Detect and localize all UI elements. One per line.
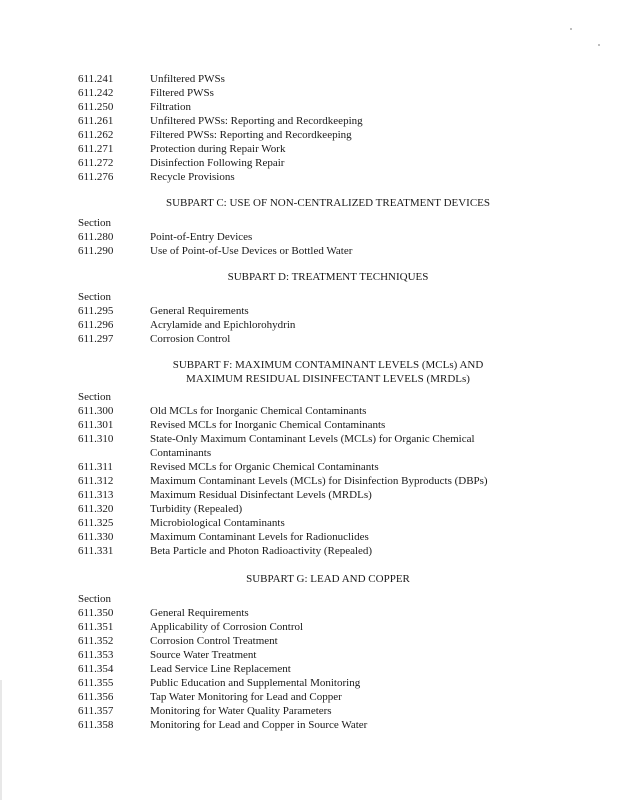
section-number: 611.353	[78, 649, 114, 661]
toc-row	[78, 690, 598, 704]
section-number: 611.242	[78, 87, 114, 99]
section-title: Filtered PWSs: Reporting and Recordkeeping	[150, 129, 352, 141]
section-number: 611.352	[78, 635, 114, 647]
toc-row	[78, 170, 598, 184]
toc-row	[78, 128, 598, 142]
toc-row	[78, 86, 598, 100]
section-title: Acrylamide and Epichlorohydrin	[150, 319, 296, 331]
toc-row	[78, 142, 598, 156]
scan-edge-shadow	[0, 680, 2, 800]
toc-row	[78, 460, 598, 474]
section-number: 611.301	[78, 419, 114, 431]
toc-row	[78, 156, 598, 170]
section-title: Corrosion Control	[150, 333, 231, 345]
section-number: 611.261	[78, 115, 114, 127]
section-number: 611.280	[78, 231, 114, 243]
subpart-g	[78, 572, 598, 732]
section-title: Beta Particle and Photon Radioactivity (Repealed)	[150, 545, 373, 557]
section-number: 611.311	[78, 461, 113, 473]
subpart-heading: SUBPART C: USE OF NON-CENTRALIZED TREATMENT DEVICES	[165, 197, 491, 209]
section-title: Maximum Contaminant Levels (MCLs) for Disinfection Byproducts (DBPs)	[150, 475, 488, 487]
toc-row	[78, 606, 598, 620]
section-title: Applicability of Corrosion Control	[150, 621, 304, 633]
toc-row	[78, 502, 598, 516]
toc-row	[78, 100, 598, 114]
table-of-contents	[78, 72, 598, 732]
toc-row	[78, 404, 598, 418]
section-title: Old MCLs for Inorganic Chemical Contaminants	[150, 405, 367, 417]
section-title: Revised MCLs for Inorganic Chemical Contaminants	[150, 419, 386, 431]
section-number: 611.357	[78, 705, 114, 717]
section-title: Revised MCLs for Organic Chemical Contaminants	[150, 461, 379, 473]
section-number: 611.320	[78, 503, 114, 515]
toc-row	[78, 662, 598, 676]
section-column-label: Section	[78, 593, 111, 605]
section-number: 611.350	[78, 607, 114, 619]
section-title: Disinfection Following Repair	[150, 157, 285, 169]
section-number: 611.310	[78, 433, 114, 445]
toc-row	[78, 418, 598, 432]
section-title: State-Only Maximum Contaminant Levels (MCLs) for Organic Chemical	[150, 433, 475, 445]
section-title: Source Water Treatment	[150, 649, 257, 661]
toc-row	[78, 114, 598, 128]
toc-row	[78, 718, 598, 732]
toc-row	[78, 544, 598, 558]
toc-row	[78, 474, 598, 488]
section-title: Filtration	[150, 101, 191, 113]
section-number: 611.295	[78, 305, 114, 317]
section-number: 611.276	[78, 171, 114, 183]
scan-speck	[570, 28, 572, 30]
section-title: Maximum Residual Disinfectant Levels (MRDLs)	[150, 489, 372, 501]
toc-row-continuation	[78, 446, 598, 460]
scan-speck	[598, 44, 600, 46]
toc-row	[78, 516, 598, 530]
section-title: Unfiltered PWSs: Reporting and Recordkeeping	[150, 115, 363, 127]
toc-row	[78, 244, 598, 258]
section-number: 611.300	[78, 405, 114, 417]
section-number: 611.262	[78, 129, 114, 141]
section-number: 611.296	[78, 319, 114, 331]
section-title: Point-of-Entry Devices	[150, 231, 253, 243]
section-number: 611.358	[78, 719, 114, 731]
section-number: 611.290	[78, 245, 114, 257]
toc-row	[78, 230, 598, 244]
section-number: 611.250	[78, 101, 114, 113]
section-title: Use of Point-of-Use Devices or Bottled Water	[150, 245, 353, 257]
section-title: Tap Water Monitoring for Lead and Copper	[150, 691, 342, 703]
section-title: Maximum Contaminant Levels for Radionuclides	[150, 531, 369, 543]
section-number: 611.354	[78, 663, 114, 675]
section-title: General Requirements	[150, 305, 249, 317]
section-title: Public Education and Supplemental Monitoring	[150, 677, 361, 689]
subpart-c	[78, 196, 598, 258]
section-number: 611.355	[78, 677, 114, 689]
subpart-heading-line1: SUBPART F: MAXIMUM CONTAMINANT LEVELS (MCLs) AND	[172, 359, 484, 371]
section-title: General Requirements	[150, 607, 249, 619]
subpart-heading: SUBPART G: LEAD AND COPPER	[246, 573, 410, 585]
section-number: 611.312	[78, 475, 114, 487]
toc-row	[78, 648, 598, 662]
toc-row	[78, 530, 598, 544]
toc-row	[78, 432, 598, 446]
section-title: Filtered PWSs	[150, 87, 214, 99]
subpart-heading-line2: MAXIMUM RESIDUAL DISINFECTANT LEVELS (MRDLs)	[186, 373, 470, 385]
toc-row	[78, 318, 598, 332]
section-title: Corrosion Control Treatment	[150, 635, 278, 647]
section-number: 611.325	[78, 517, 114, 529]
section-number: 611.331	[78, 545, 114, 557]
section-title: Monitoring for Lead and Copper in Source Water	[150, 719, 368, 731]
top-section-list	[78, 72, 598, 184]
section-title-continuation: Contaminants	[150, 447, 212, 459]
toc-row	[78, 634, 598, 648]
toc-row	[78, 72, 598, 86]
toc-row	[78, 332, 598, 346]
toc-row	[78, 676, 598, 690]
section-number: 611.241	[78, 73, 114, 85]
section-title: Protection during Repair Work	[150, 143, 286, 155]
section-title: Turbidity (Repealed)	[150, 503, 243, 515]
toc-row	[78, 488, 598, 502]
section-title: Recycle Provisions	[150, 171, 235, 183]
subpart-heading: SUBPART D: TREATMENT TECHNIQUES	[227, 271, 429, 283]
toc-row	[78, 304, 598, 318]
section-number: 611.272	[78, 157, 114, 169]
section-column-label: Section	[78, 291, 111, 303]
section-column-label: Section	[78, 391, 111, 403]
section-title: Lead Service Line Replacement	[150, 663, 291, 675]
section-title: Unfiltered PWSs	[150, 73, 225, 85]
toc-row	[78, 704, 598, 718]
section-number: 611.271	[78, 143, 114, 155]
toc-row	[78, 620, 598, 634]
section-title: Monitoring for Water Quality Parameters	[150, 705, 332, 717]
section-number: 611.356	[78, 691, 114, 703]
subpart-d	[78, 270, 598, 346]
section-number: 611.297	[78, 333, 114, 345]
subpart-f	[78, 358, 598, 558]
section-number: 611.330	[78, 531, 114, 543]
section-column-label: Section	[78, 217, 111, 229]
section-number: 611.313	[78, 489, 114, 501]
section-title: Microbiological Contaminants	[150, 517, 285, 529]
section-number: 611.351	[78, 621, 114, 633]
